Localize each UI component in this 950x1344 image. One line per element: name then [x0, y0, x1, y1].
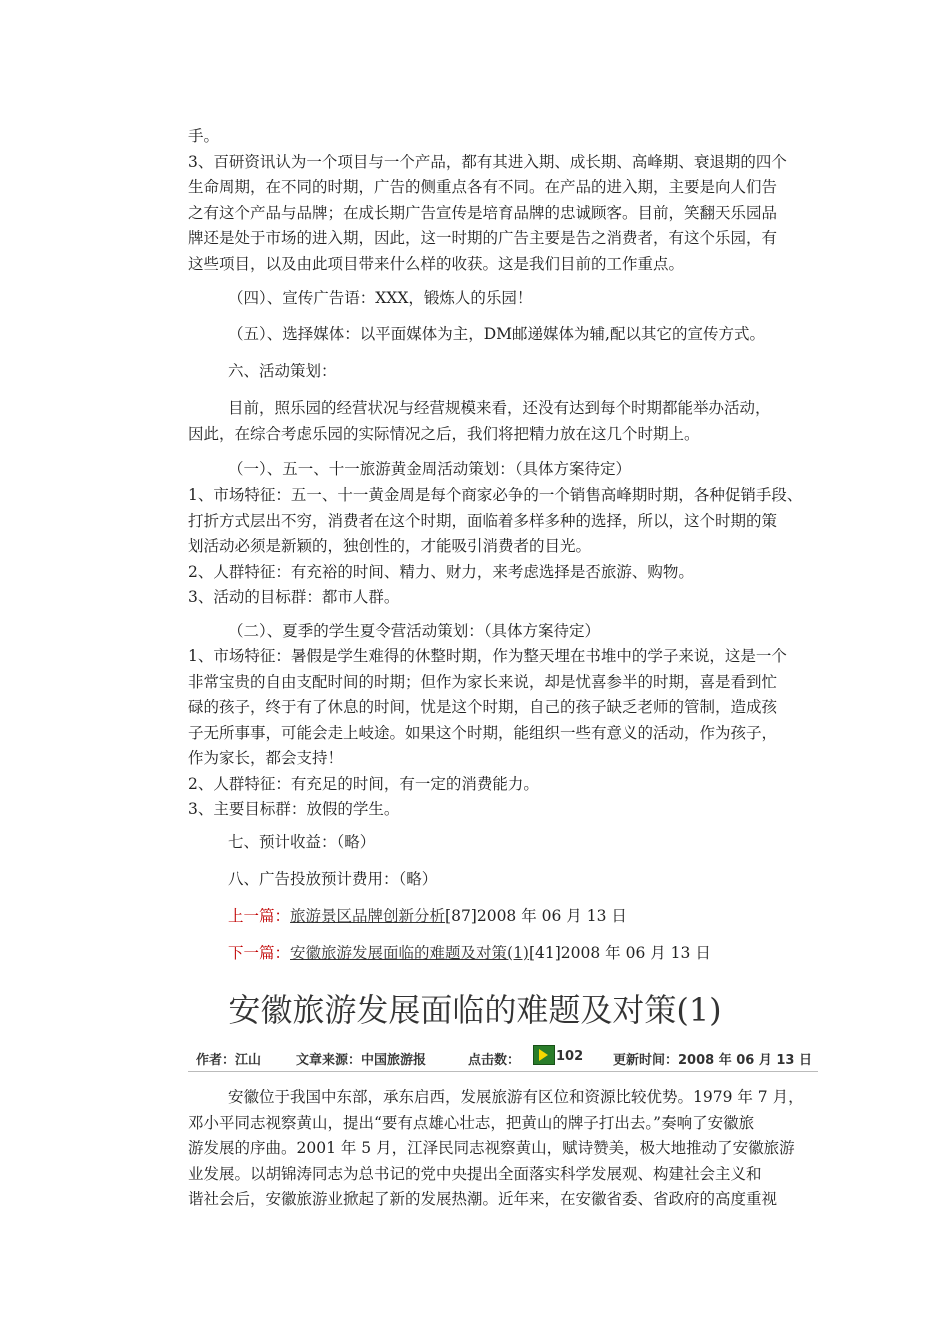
article-source: 文章来源：中国旅游报: [296, 1053, 427, 1068]
next-article-meta: [41]2008 年 06 月 13 日: [528, 944, 711, 962]
text-line: 游发展的序曲。2001 年 5 月，江泽民同志视察黄山，赋诗赞美，极大地推动了安徽旅游: [188, 1139, 795, 1157]
paragraph-golden-week: [188, 483, 828, 611]
prev-article-link[interactable]: 旅游景区品牌创新分析: [290, 907, 446, 925]
text-line: 2、人群特征：有充足的时间，有一定的消费能力。: [188, 774, 539, 793]
text-line: 生命周期，在不同的时期，广告的侧重点各有不同。在产品的进入期，主要是向人们告: [188, 178, 778, 196]
hits-counter-icon: [533, 1045, 555, 1065]
next-label: 下一篇：: [228, 944, 291, 962]
next-article-row: [188, 941, 828, 967]
text-line: 2、人群特征：有充裕的时间、精力、财力，来考虑选择是否旅游、购物。: [188, 562, 694, 581]
meta-divider: [188, 1071, 818, 1072]
text-line: 3、百研资讯认为一个项目与一个产品，都有其进入期、成长期、高峰期、衰退期的四个: [188, 152, 787, 171]
text-line: 牌还是处于市场的进入期，因此，这一时期的广告主要是告之消费者，有这个乐园，有: [188, 229, 778, 247]
text-line: 业发展。以胡锦涛同志为总书记的党中央提出全面落实科学发展观、构建社会主义和: [188, 1164, 762, 1183]
text-line: 作为家长，都会支持！: [188, 749, 344, 767]
article-author: 作者：江山: [196, 1053, 262, 1068]
text-line: 子无所事事，可能会走上岐途。如果这个时期，能组织一些有意义的活动，作为孩子，: [188, 723, 778, 742]
heading-golden-week: （一）、五一、十一旅游黄金周活动策划：（具体方案待定）: [228, 460, 632, 478]
text-line: 因此，在综合考虑乐园的实际情况之后，我们将把精力放在这几个时期上。: [188, 424, 700, 443]
text-line: 1、市场特征：暑假是学生难得的休整时期，作为整天埋在书堆中的学子来说，这是一个: [188, 647, 787, 665]
paragraph-ad-strategy: [188, 124, 828, 277]
text-line: 目前，照乐园的经营状况与经营规模来看，还没有达到每个时期都能举办活动，: [228, 399, 771, 417]
text-line: 谐社会后，安徽旅游业掀起了新的发展热潮。近年来，在安徽省委、省政府的高度重视: [188, 1190, 778, 1208]
heading-activity-planning: 六、活动策划：: [228, 362, 337, 380]
article-hits-value: 102: [556, 1049, 584, 1064]
text-line: 碌的孩子，终于有了休息的时间，忧是这个时期，自己的孩子缺乏老师的管制，造成孩: [188, 698, 778, 716]
text-line: 邓小平同志视察黄山，提出“要有点雄心壮志，把黄山的牌子打出去。”奏响了安徽旅: [188, 1113, 755, 1132]
article-updated: 更新时间：2008 年 06 月 13 日: [613, 1053, 812, 1068]
article-meta-bar: [188, 1045, 818, 1071]
heading-summer-camp: （二）、夏季的学生夏令营活动策划：（具体方案待定）: [228, 622, 601, 640]
text-line: 这些项目，以及由此项目带来什么样的收获。这是我们目前的工作重点。: [188, 254, 685, 273]
heading-media: （五）、选择媒体：以平面媒体为主，DM邮递媒体为辅,配以其它的宣传方式。: [228, 325, 765, 343]
text-line: 1、市场特征：五一、十一黄金周是每个商家必争的一个销售高峰期时期，各种促销手段、: [188, 486, 803, 504]
text-line: 之有这个产品与品牌；在成长期广告宣传是培育品牌的忠诚顾客。目前，笑翻天乐园品: [188, 203, 778, 222]
article-hits-label: 点击数：: [468, 1053, 521, 1068]
heading-ad-cost: 八、广告投放预计费用：（略）: [228, 870, 438, 888]
paragraph-summer-camp: [188, 644, 828, 823]
article-body: [188, 1085, 828, 1213]
text-line: 3、活动的目标群：都市人群。: [188, 588, 400, 606]
prev-label: 上一篇：: [228, 907, 291, 925]
article-title: 安徽旅游发展面临的难题及对策(1): [228, 991, 722, 1029]
text-line: 打折方式层出不穷，消费者在这个时期，面临着多样多种的选择，所以，这个时期的策: [188, 511, 778, 530]
text-line: 3、主要目标群：放假的学生。: [188, 800, 400, 818]
prev-article-row: [188, 904, 828, 930]
heading-slogan: （四）、宣传广告语：XXX，锻炼人的乐园！: [228, 289, 533, 307]
next-article-link[interactable]: 安徽旅游发展面临的难题及对策(1): [290, 944, 529, 962]
text-line: 划活动必须是新颖的，独创性的，才能吸引消费者的目光。: [188, 537, 592, 555]
heading-expected-revenue: 七、预计收益：（略）: [228, 833, 376, 851]
text-line: 手。: [188, 127, 220, 145]
text-line: 非常宝贵的自由支配时间的时期；但作为家长来说，却是忧喜参半的时期，喜是看到忙: [188, 672, 778, 691]
text-line: 安徽位于我国中东部，承东启西，发展旅游有区位和资源比较优势。1979 年 7 月，: [228, 1088, 804, 1106]
paragraph-activity-intro: [188, 396, 828, 447]
prev-article-meta: [87]2008 年 06 月 13 日: [445, 907, 627, 925]
